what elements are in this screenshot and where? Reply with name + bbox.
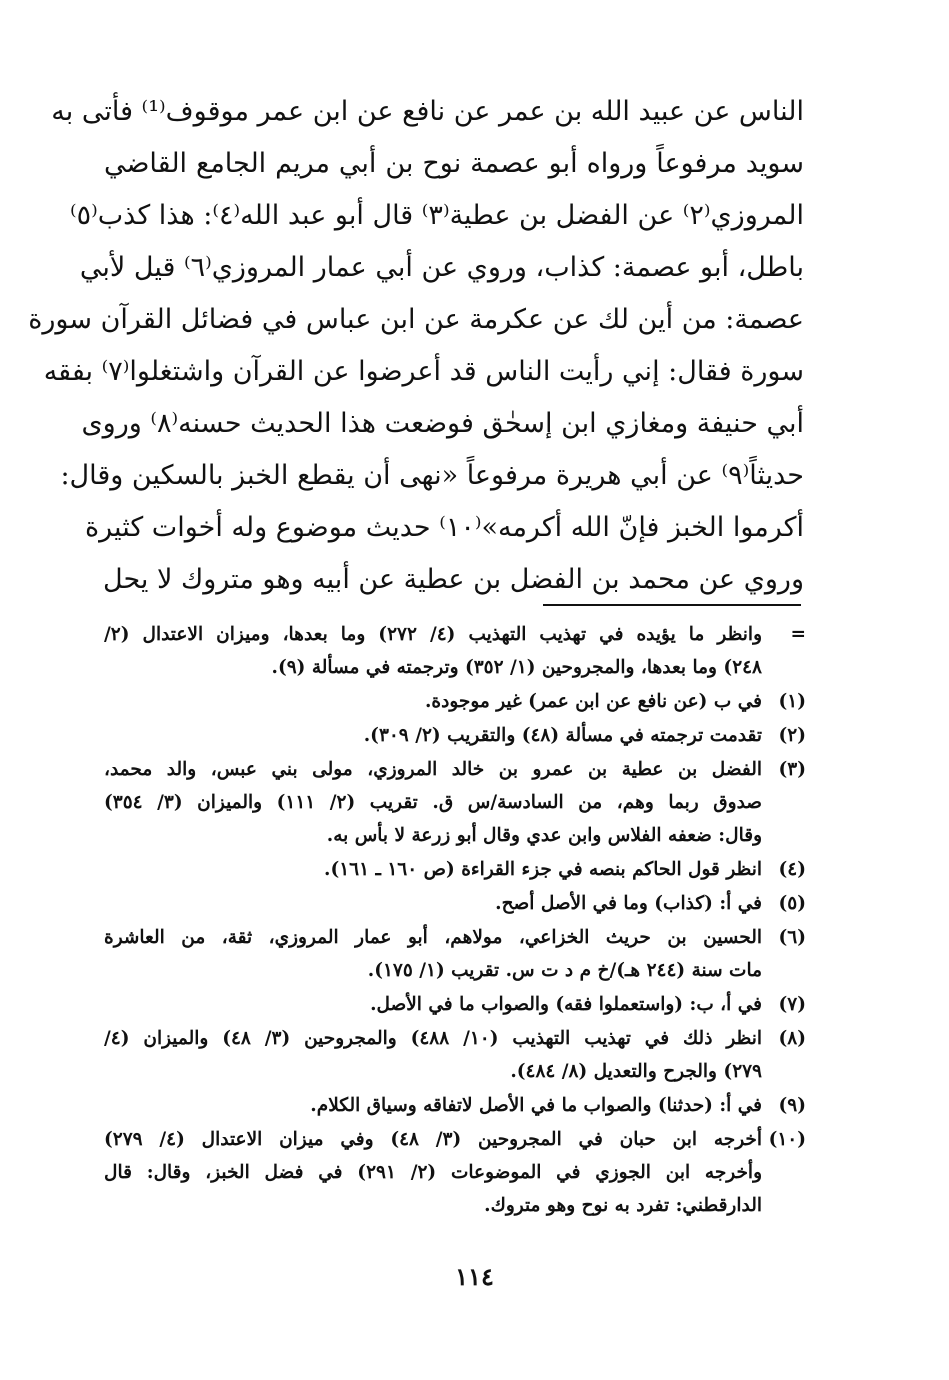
footnote-line: انظر قول الحاكم بنصه في جزء القراءة (ص ١٦٠ ـ ١٦١). [324, 859, 762, 880]
footnote-continued [104, 618, 806, 684]
main-text-line: حديثاً⁽٩⁾ عن أبي هريرة مرفوعاً «نهى أن يقطع الخبز بالسكين وقال: [60, 460, 804, 491]
footnote-text [104, 853, 762, 886]
footnote-3 [104, 753, 806, 852]
footnote-text [104, 753, 762, 852]
footnote-line: الفضل بن عطية بن عمرو بن خالد المروزي، مولى بني عبس، والد محمد، [104, 759, 762, 780]
footnote-marker: (٣) [778, 759, 806, 780]
main-text-line: أكرموا الخبز فإنّ الله أكرمه»⁽١٠⁾ حديث موضوع وله أخوات كثيرة [85, 512, 804, 543]
main-text-line: المروزي⁽٢⁾ عن الفضل بن عطية⁽٣⁾ قال أبو عبد الله⁽٤⁾: هذا كذب⁽٥⁾ [69, 200, 804, 231]
footnote-line: أخرجه ابن حبان في المجروحين (٣/ ٤٨) وفي ميزان الاعتدال (٤/ ٢٧٩) [104, 1129, 762, 1150]
footnote-text [104, 988, 762, 1021]
footnote-text [104, 921, 762, 987]
footnote-marker: (١) [778, 691, 806, 712]
footnote-marker: (٩) [778, 1095, 806, 1116]
footnote-text [104, 1022, 762, 1088]
footnote-line: صدوق ربما وهم، من السادسة/س ق. تقريب (٢/ ١١١) والميزان (٣/ ٣٥٤) [104, 792, 763, 813]
footnotes-block [104, 618, 806, 1223]
footnote-marker: = [790, 624, 806, 645]
footnote-line: وقال: ضعفه الفلاس وابن عدي وقال أبو زرعة لا بأس به. [326, 825, 762, 846]
footnote-separator [543, 604, 801, 606]
footnote-line: انظر ذلك في تهذيب التهذيب (١٠/ ٤٨٨) والمجروحين (٣/ ٤٨) والميزان (٤/ [104, 1028, 763, 1049]
footnote-line: وأخرجه ابن الجوزي في الموضوعات (٢/ ٢٩١) في فضل الخبز، وقال: قال [104, 1162, 763, 1183]
main-text-line: عصمة: من أين لك عن عكرمة عن ابن عباس في فضائل القرآن سورة [28, 304, 804, 335]
main-text-line: وروي عن محمد بن الفضل بن عطية عن أبيه وهو متروك لا يحل [103, 564, 804, 595]
main-text-block [28, 86, 804, 606]
footnote-line: الدارقطني: تفرد به نوح وهو متروك. [484, 1195, 762, 1216]
footnote-marker: (٦) [778, 927, 806, 948]
footnote-line: ٢٧٩) والجرح والتعديل (٨/ ٤٨٤). [510, 1061, 762, 1082]
footnote-line: في ب (عن نافع عن ابن عمر) غير موجودة. [424, 691, 762, 712]
footnote-text [104, 618, 762, 684]
footnote-marker: (٨) [778, 1028, 806, 1049]
footnote-10 [104, 1123, 806, 1222]
footnote-marker: (٤) [778, 859, 806, 880]
footnote-line: ٢٤٨) وما بعدها، والمجروحين (١/ ٣٥٢) وترجمته في مسألة (٩). [271, 657, 762, 678]
footnote-text [104, 1123, 762, 1222]
footnote-line: تقدمت ترجمته في مسألة (٤٨) والتقريب (٢/ ٣٠٩). [363, 725, 762, 746]
footnote-9 [104, 1089, 806, 1122]
footnote-line: في أ: (حدثنا) والصواب ما في الأصل لاتفاقه وسياق الكلام. [310, 1095, 762, 1116]
footnote-text [104, 887, 762, 920]
footnote-text [104, 685, 762, 718]
footnote-1 [104, 685, 806, 718]
footnote-text [104, 1089, 762, 1122]
footnote-line: في أ، ب: (واستعملوا فقه) والصواب ما في الأصل. [370, 994, 762, 1015]
main-text-line: سويد مرفوعاً ورواه أبو عصمة نوح بن أبي مريم الجامع القاضي [104, 148, 804, 179]
footnote-text [104, 719, 762, 752]
footnote-marker: (١٠) [768, 1129, 806, 1150]
footnote-line: الحسين بن حريث الخزاعي، مولاهم، أبو عمار المروزي، ثقة، من العاشرة [104, 927, 762, 948]
main-text-line: باطل، أبو عصمة: كذاب، وروي عن أبي عمار المروزي⁽٦⁾ قيل لأبي [79, 252, 804, 283]
footnote-6 [104, 921, 806, 987]
footnote-line: مات سنة (٢٤٤ هـ)/خ م د ت س. تقريب (١/ ١٧٥). [367, 960, 762, 981]
footnote-2 [104, 719, 806, 752]
footnote-marker: (٥) [778, 893, 806, 914]
footnote-4 [104, 853, 806, 886]
main-text-line: سورة فقال: إني رأيت الناس قد أعرضوا عن القرآن واشتغلوا⁽٧⁾ بفقه [43, 356, 804, 387]
footnote-line: وانظر ما يؤيده في تهذيب التهذيب (٤/ ٢٧٢) وما بعدها، وميزان الاعتدال (٢/ [104, 624, 762, 645]
footnote-marker: (٢) [778, 725, 806, 746]
footnote-7 [104, 988, 806, 1021]
footnote-5 [104, 887, 806, 920]
main-text-line: الناس عن عبيد الله بن عمر عن نافع عن ابن عمر موقوف⁽¹⁾ فأتى به [51, 96, 804, 127]
footnote-8 [104, 1022, 806, 1088]
footnote-line: في أ: (كذاب) وما في الأصل أصح. [495, 893, 762, 914]
main-text-line: أبي حنيفة ومغازي ابن إسحٰق فوضعت هذا الحديث حسنه⁽٨⁾ وروى [81, 408, 804, 439]
footnote-marker: (٧) [778, 994, 806, 1015]
page-number: ١١٤ [455, 1262, 494, 1291]
